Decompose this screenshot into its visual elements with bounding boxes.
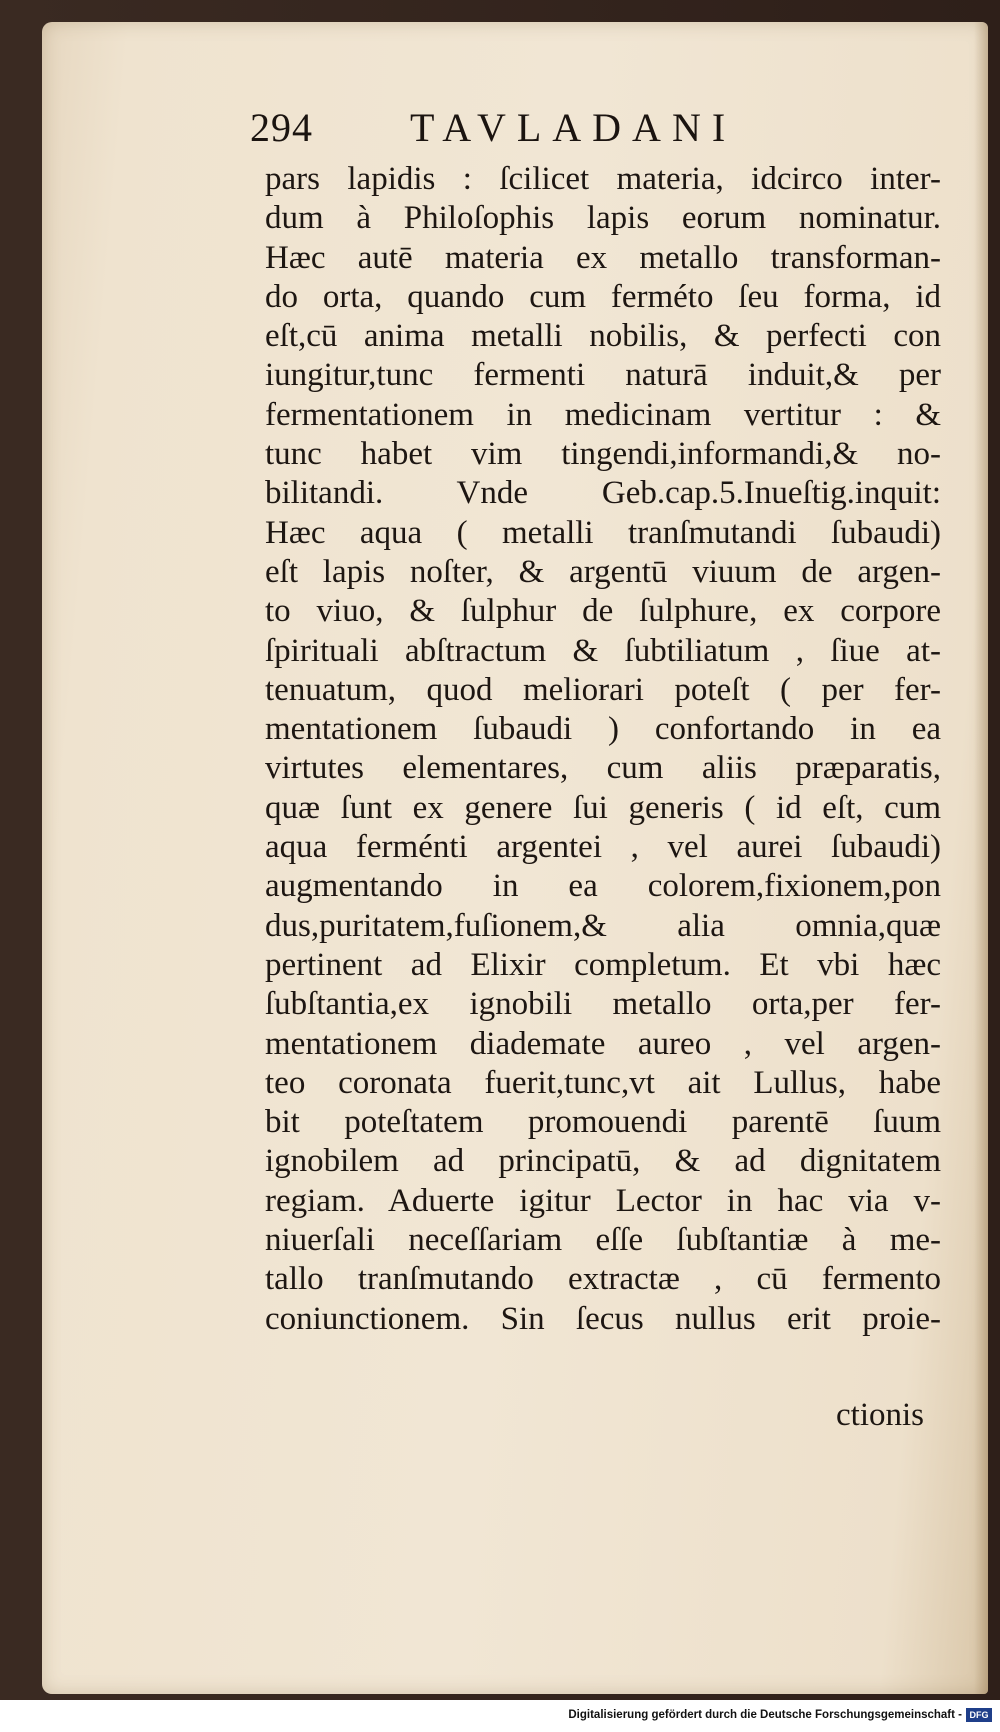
text-line: ſpirituali abſtractum & ſubtiliatum , ſiue at- [265,632,941,669]
text-line: mentationem ſubaudi ) confortando in ea [265,711,941,748]
text-line: quæ ſunt ex genere ſui generis ( id eſt, cum [265,789,941,826]
digitization-footer [0,1700,1000,1732]
text-line: iungitur,tunc fermenti naturā induit,& per [265,357,941,394]
text-line: regiam. Aduerte igitur Lector in hac via v- [265,1182,941,1219]
text-line: pertinent ad Elixir completum. Et vbi hæc [265,946,941,983]
text-line: ignobilem ad principatū, & ad dignitatem [265,1143,941,1180]
text-line: do orta, quando cum ferméto ſeu forma, id [265,278,941,315]
running-title: TAVLADANI [410,105,737,150]
text-line: Hæc autē materia ex metallo transforman- [265,239,941,276]
text-line: teo coronata fuerit,tunc,vt ait Lullus, habe [265,1064,941,1101]
text-line: bit poteſtatem promouendi parentē ſuum [265,1104,941,1141]
text-line: ſubſtantia,ex ignobili metallo orta,per fer- [265,986,941,1023]
text-line: virtutes elementares, cum aliis præparatis, [265,750,941,787]
page-edge-shadow [974,22,988,1694]
text-line: tenuatum, quod meliorari poteſt ( per fer- [265,671,941,708]
dfg-logo-icon: DFG [966,1708,992,1722]
page-number: 294 [250,105,313,150]
text-line: dum à Philoſophis lapis eorum nominatur. [265,200,941,237]
funding-credit: Digitalisierung gefördert durch die Deutsche Forschungsgemeinschaft - [568,1709,962,1721]
text-line: tunc habet vim tingendi,informandi,& no- [265,436,941,473]
text-line: eſt,cū anima metalli nobilis, & perfecti con [265,318,941,355]
text-line: to viuo, & ſulphur de ſulphure, ex corpore [265,593,941,630]
text-line: coniunctionem. Sin ſecus nullus erit proie- [265,1300,941,1337]
text-line: aqua ferménti argentei , vel aurei ſubaudi) [265,829,941,866]
text-line: tallo tranſmutando extractæ , cū fermento [265,1261,941,1298]
body-text [265,160,941,1339]
text-line: augmentando in ea colorem,fixionem,pon [265,868,941,905]
text-line: Hæc aqua ( metalli tranſmutandi ſubaudi) [265,514,941,551]
text-line: fermentationem in medicinam vertitur : & [265,396,941,433]
catchword: ctionis [836,1397,924,1433]
text-line: pars lapidis : ſcilicet materia, idcirco inter- [265,161,941,197]
text-line: bilitandi. Vnde Geb.cap.5.Inueſtig.inquit: [265,475,941,512]
text-line: niuerſali neceſſariam eſſe ſubſtantiæ à me- [265,1222,941,1259]
running-head [250,100,810,156]
text-line: eſt lapis noſter, & argentū viuum de argen- [265,553,941,590]
text-line: mentationem diademate aureo , vel argen- [265,1025,941,1062]
text-line: dus,puritatem,fuſionem,& alia omnia,quæ [265,907,941,944]
